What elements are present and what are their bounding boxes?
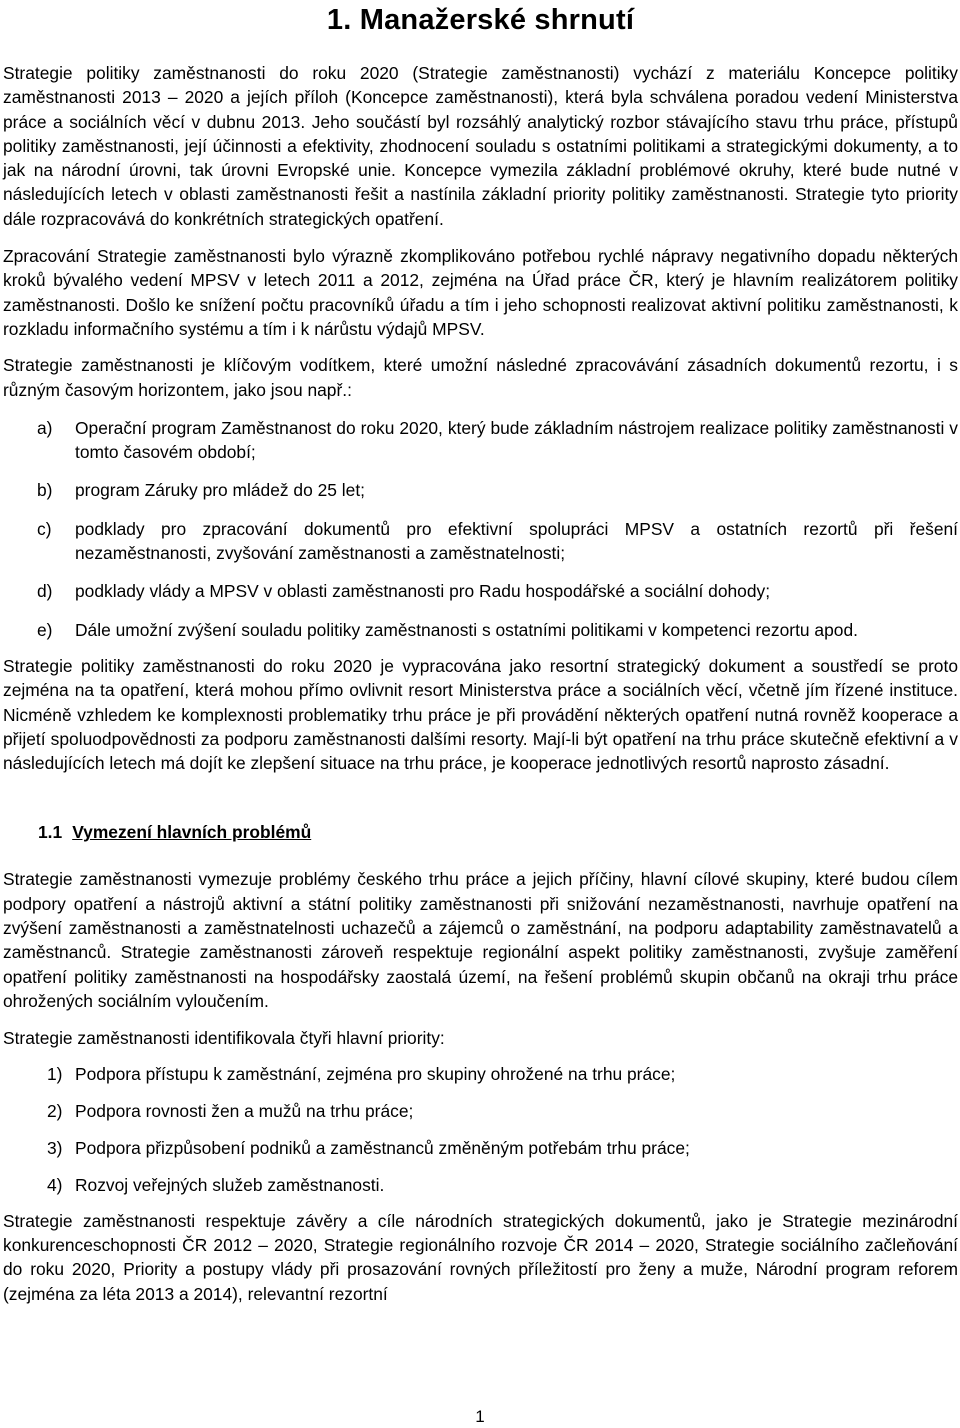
- documents-list: [3, 416, 958, 642]
- priorities-list: [3, 1062, 958, 1198]
- list-marker: d): [37, 581, 53, 602]
- list-item: [3, 1136, 958, 1160]
- section-title: Vymezení hlavních problémů: [72, 822, 312, 843]
- list-marker: b): [37, 480, 53, 501]
- national-documents-paragraph: Strategie zaměstnanosti respektuje závěry a cíle národních strategických dokumentů, jako je Strategie mezinárodní konkurenceschopnosti ČR 2012 – 2020, Strategie regionálního rozvoje ČR 2014 – 2020, Strategie sociálního začleňování do roku 2020, Priority a postupy vlády při prosazování rovných příležitostí pro ženy a muže, Národní program reforem (zejména za léta 2013 a 2014), relevantní rezortní: [3, 1210, 958, 1304]
- section-heading: [3, 820, 958, 844]
- list-item: [3, 579, 958, 603]
- list-item-text: Rozvoj veřejných služeb zaměstnanosti.: [75, 1175, 385, 1196]
- list-marker: c): [37, 518, 52, 539]
- problems-paragraph: Strategie zaměstnanosti vymezuje problémy českého trhu práce a jejich příčiny, hlavní cílové skupiny, které budou cílem podpory opatření a nástrojů aktivní a státní politiky zaměstnanosti při snižování nezaměstnanosti, navrhuje opatření na zvýšení zaměstnanosti a zaměstnatelnosti uchazečů a zájemců o zaměstnání, na podporu adaptability zaměstnavatelů a zaměstnanců. Strategie zaměstnanosti zároveň respektuje regionální aspekt politiky zaměstnanosti, zvyšuje zaměření opatření politiky zaměstnanosti na hospodářsky zaostalá území, na řešení problémů skupin občanů na okraji trhu práce ohrožených sociálním vyloučením.: [3, 869, 958, 1011]
- list-item: [3, 618, 958, 642]
- list-item-text: program Záruky pro mládež do 25 let;: [75, 480, 365, 501]
- document-page: [3, 0, 958, 1306]
- list-marker: 3): [47, 1138, 63, 1159]
- list-item-text: Podpora přizpůsobení podniků a zaměstnanců změněným potřebám trhu práce;: [75, 1138, 690, 1159]
- list-item: [3, 517, 958, 566]
- list-item-text: podklady pro zpracování dokumentů pro efektivní spolupráci MPSV a ostatních rezortů při řešení nezaměstnanosti, zvyšování zaměstnanosti a zaměstnatelnosti;: [75, 518, 958, 564]
- documents-intro-paragraph: Strategie zaměstnanosti je klíčovým vodítkem, které umožní následné zpracovávání zásadních dokumentů rezortu, i s různým časovým horizontem, jako jsou např.:: [3, 355, 958, 400]
- list-item-text: podklady vlády a MPSV v oblasti zaměstnanosti pro Radu hospodářské a sociální dohody;: [75, 581, 771, 602]
- list-marker: 4): [47, 1175, 63, 1196]
- list-item-text: Podpora rovnosti žen a mužů na trhu práce;: [75, 1100, 414, 1121]
- list-item: [3, 478, 958, 502]
- page-title: 1. Manažerské shrnutí: [326, 4, 635, 36]
- priorities-intro-paragraph: Strategie zaměstnanosti identifikovala čtyři hlavní priority:: [3, 1028, 445, 1049]
- intro-text-part-2: Jeho součástí byl rozsáhlý analytický rozbor stávajícího stavu trhu práce, přístupů politiky zaměstnanosti, její účinnosti a efektivity, zhodnocení souladu s ostatními politikami a strategickými dokumenty, a to jak na národní úrovni, tak úrovni Evropské unie.: [3, 111, 958, 181]
- page-number: 1: [475, 1407, 485, 1426]
- list-marker: a): [37, 417, 53, 438]
- list-item-text: Podpora přístupu k zaměstnání, zejména pro skupiny ohrožené na trhu práce;: [75, 1063, 676, 1084]
- section-number: 1.1: [38, 822, 63, 843]
- intro-text-part-1: Strategie politiky zaměstnanosti do roku 2020 (Strategie zaměstnanosti) vychází z materiálu Koncepce politiky zaměstnanosti 2013 – 2020 a jejích příloh (Koncepce zaměstnanosti), která byla schválena poradou vedení Ministerstva práce a sociálních věcí v dubnu 2013.: [3, 63, 958, 132]
- list-marker: 1): [47, 1063, 63, 1084]
- list-marker: 2): [47, 1100, 63, 1121]
- list-item: [3, 1062, 958, 1086]
- list-item-text: Dále umožní zvýšení souladu politiky zaměstnanosti s ostatními politikami v kompetenci rezortu apod.: [75, 619, 858, 640]
- list-item: [3, 1099, 958, 1123]
- list-marker: e): [37, 619, 53, 640]
- list-item-text: Operační program Zaměstnanost do roku 2020, který bude základním nástrojem realizace politiky zaměstnanosti v tomto časovém období;: [75, 417, 958, 463]
- list-item: [3, 416, 958, 465]
- intro-text-part-3: Koncepce vymezila základní problémové okruhy, které bude nutné v následujících letech v oblasti zaměstnanosti řešit a nastínila základní priority politiky zaměstnanosti. Strategie tyto priority dále rozpracovává do konkrétních strategických opatření.: [3, 160, 959, 229]
- intro-paragraph: [3, 61, 958, 231]
- list-item: [3, 1173, 958, 1197]
- cooperation-paragraph: Strategie politiky zaměstnanosti do roku 2020 je vypracována jako resortní strategický dokument a soustředí se proto zejména na ta opatření, která mohou přímo ovlivnit resort Ministerstva práce a sociálních věcí, včetně jím řízené instituce. Nicméně vzhledem ke komplexnosti problematiky trhu práce je při provádění některých opatření nutná rovněž kooperace a přijetí spoluodpovědnosti za podporu zaměstnanosti dalšími resorty. Mají-li být opatření na trhu práce skutečně efektivní a v následujících letech má dojít ke zlepšení situace na trhu práce, je kooperace jednotlivých resortů naprosto zásadní.: [3, 655, 958, 774]
- complication-paragraph: Zpracování Strategie zaměstnanosti bylo výrazně zkomplikováno potřebou rychlé nápravy negativního dopadu některých kroků bývalého vedení MPSV v letech 2011 a 2012, zejména na Úřad práce ČR, který je hlavním realizátorem politiky zaměstnanosti. Došlo ke snížení počtu pracovníků úřadu a tím i jeho schopnosti realizovat aktivní politiku zaměstnanosti, k rozkladu informačního systému a tím i k nárůstu výdajů MPSV.: [3, 246, 958, 339]
